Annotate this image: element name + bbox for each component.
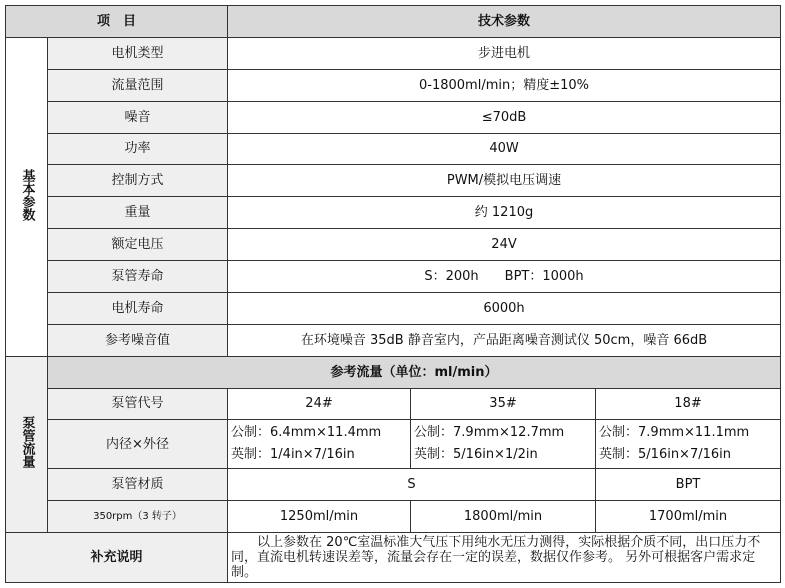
tube-code-row xyxy=(6,388,781,420)
row-value: S：200h BPT：1000h xyxy=(228,261,781,293)
flow-rate-row xyxy=(6,501,781,533)
material-value: BPT xyxy=(596,469,781,501)
row-label: 泵管材质 xyxy=(48,469,228,501)
row-value: 步进电机 xyxy=(228,37,781,69)
group-basic-label: 基本参数 xyxy=(19,168,35,221)
row-label: 控制方式 xyxy=(48,165,228,197)
header-row xyxy=(6,6,781,38)
material-value: S xyxy=(228,469,596,501)
flow-rate-value: 1250ml/min xyxy=(228,501,411,533)
row-label: 流量范围 xyxy=(48,69,228,101)
dimension-cell xyxy=(596,420,781,469)
row-value: 0-1800ml/min；精度±10% xyxy=(228,69,781,101)
row-value: 约 1210g xyxy=(228,197,781,229)
dimension-imperial: 英制：5/16in×7/16in xyxy=(599,447,731,463)
row-label: 电机类型 xyxy=(48,37,228,69)
flow-rate-value: 1800ml/min xyxy=(411,501,596,533)
row-value: PWM/模拟电压调速 xyxy=(228,165,781,197)
row-value: 在环境噪音 35dB 静音室内，产品距离噪音测试仪 50cm，噪音 66dB xyxy=(228,324,781,356)
dimension-imperial: 英制：1/4in×7/16in xyxy=(231,447,355,463)
spec-row-flow-range xyxy=(6,69,781,101)
group-basic xyxy=(6,37,48,356)
dimension-cell xyxy=(411,420,596,469)
tube-code-value: 18# xyxy=(596,388,781,420)
spec-row-power xyxy=(6,133,781,165)
row-label: 噪音 xyxy=(48,101,228,133)
note-text: 以上参数在 20℃室温标准大气压下用纯水无压力测得，实际根据介质不同，出口压力不同，直流电机转速误差等，流量会存在一定的误差，数据仅作参考。 另外可根据客户需求定制。 xyxy=(228,532,781,582)
note-row xyxy=(6,532,781,582)
note-label: 补充说明 xyxy=(6,532,228,582)
row-value: 6000h xyxy=(228,292,781,324)
dimension-cell xyxy=(228,420,411,469)
header-params: 技术参数 xyxy=(228,6,781,38)
group-flow xyxy=(6,356,48,532)
spec-row-ref-noise xyxy=(6,324,781,356)
tube-code-value: 35# xyxy=(411,388,596,420)
row-label: 350rpm（3 转子） xyxy=(48,501,228,533)
row-value: ≤70dB xyxy=(228,101,781,133)
spec-row-motor-life xyxy=(6,292,781,324)
flow-subheader-row xyxy=(6,356,781,388)
flow-rate-value: 1700ml/min xyxy=(596,501,781,533)
spec-row-voltage xyxy=(6,229,781,261)
row-label: 重量 xyxy=(48,197,228,229)
row-label: 功率 xyxy=(48,133,228,165)
row-value: 24V xyxy=(228,229,781,261)
row-label: 电机寿命 xyxy=(48,292,228,324)
row-label: 泵管寿命 xyxy=(48,261,228,293)
spec-row-weight xyxy=(6,197,781,229)
header-item: 项 目 xyxy=(6,6,228,38)
flow-subheader: 参考流量（单位：ml/min） xyxy=(48,356,781,388)
spec-row-control xyxy=(6,165,781,197)
spec-row-motor-type xyxy=(6,37,781,69)
dimension-row xyxy=(6,420,781,469)
tube-code-value: 24# xyxy=(228,388,411,420)
dimension-metric: 公制：6.4mm×11.4mm xyxy=(231,425,382,441)
dimension-metric: 公制：7.9mm×11.1mm xyxy=(599,425,750,441)
material-row xyxy=(6,469,781,501)
spec-row-noise xyxy=(6,101,781,133)
group-flow-label: 泵管流量 xyxy=(19,416,35,469)
dimension-imperial: 英制：5/16in×1/2in xyxy=(414,447,538,463)
row-value: 40W xyxy=(228,133,781,165)
spec-sheet xyxy=(5,5,780,583)
row-label: 内径×外径 xyxy=(48,420,228,469)
row-label: 参考噪音值 xyxy=(48,324,228,356)
dimension-metric: 公制：7.9mm×12.7mm xyxy=(414,425,565,441)
spec-table xyxy=(5,5,781,583)
row-label: 泵管代号 xyxy=(48,388,228,420)
row-label: 额定电压 xyxy=(48,229,228,261)
spec-row-tube-life xyxy=(6,261,781,293)
